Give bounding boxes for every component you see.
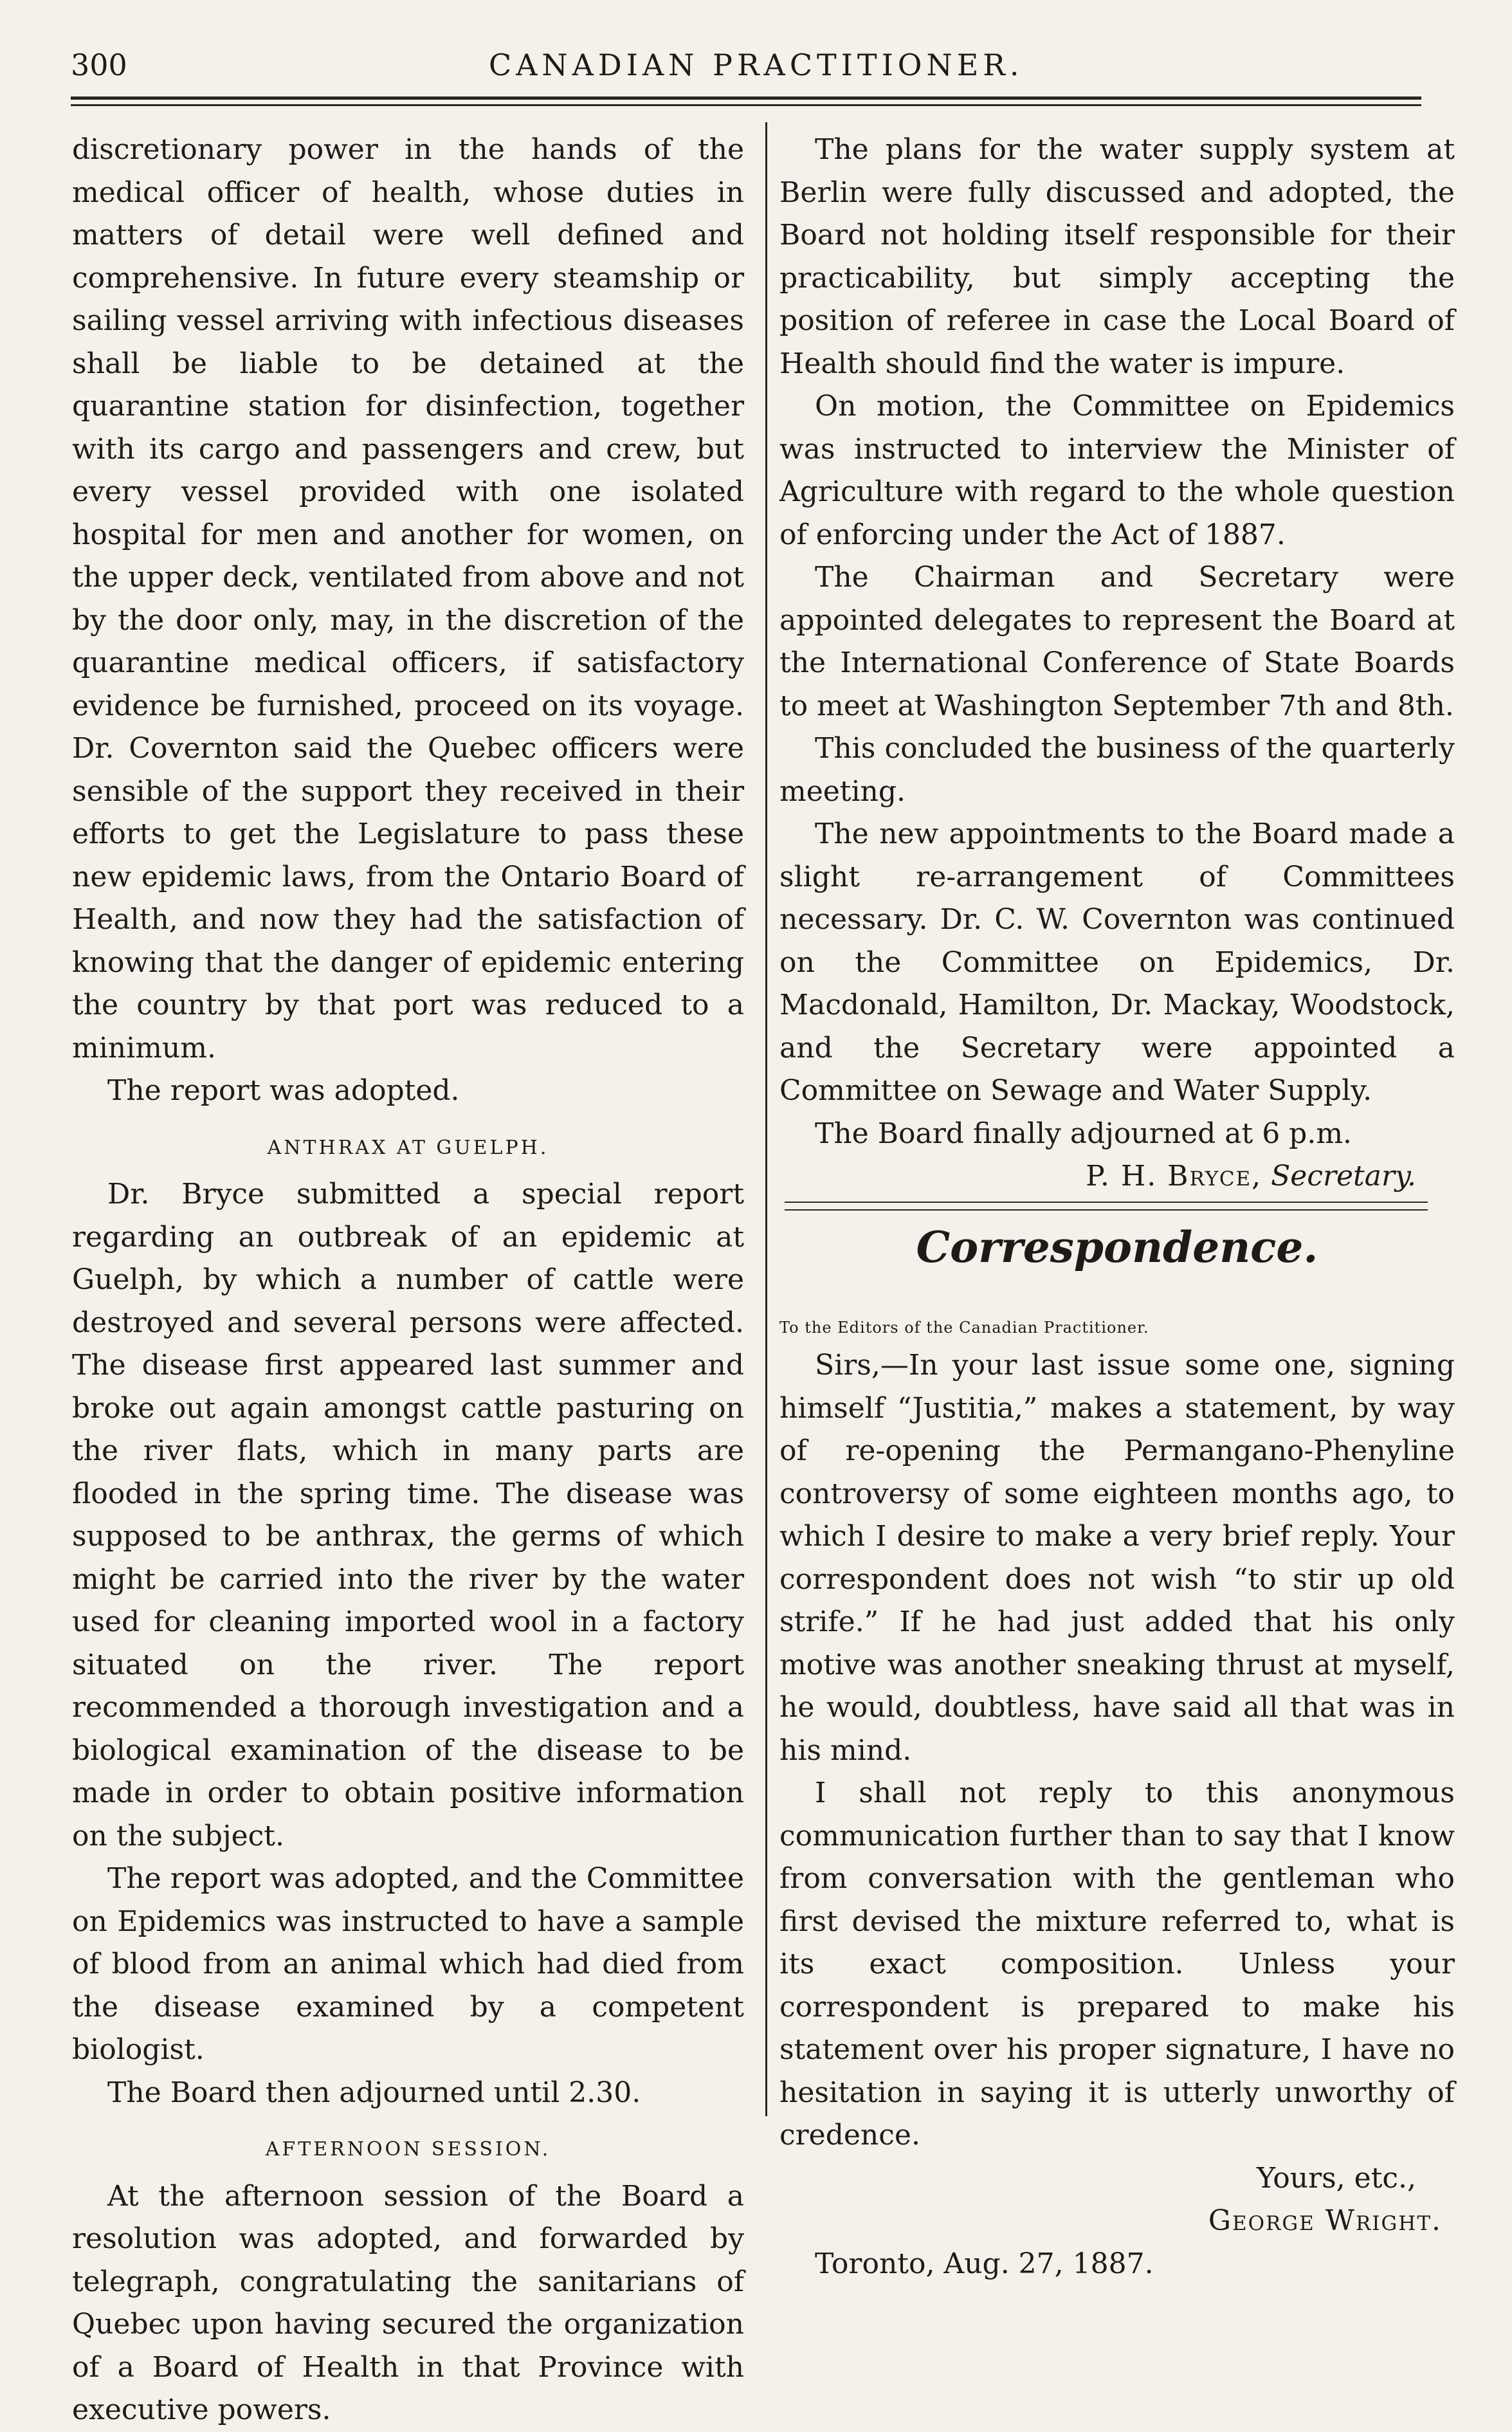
paragraph: The Board finally adjourned at 6 p.m. (815, 1117, 1353, 1150)
page-number: 300 (71, 48, 127, 82)
running-title: CANADIAN PRACTITIONER. (489, 48, 1024, 82)
paragraph: At the afternoon session of the Board a resolution was adopted, and forwarded by telegraph, congratulating the sanitarians of Quebec upon having secured the organization of a Board of Health in that Province with executive powers. (72, 2179, 744, 2426)
section-heading-anthrax: ANTHRAX AT GUELPH. (267, 1136, 549, 1159)
paragraph: The new appointments to the Board made a slight re-arrangement of Committees necessary. Dr. C. W. Covernton was continued on the Committee on Epidemics, Dr. Macdonald, Hamilton, Dr. Mackay, Woodstock, and the Secretary were appointed a Committee on Sewage and Water Supply. (779, 818, 1455, 1107)
paragraph: The plans for the water supply system at Berlin were fully discussed and adopted, the Board not holding itself responsible for their practicability, but simply accepting the position of referee in case the Local Board of Health should find the water is impure. (779, 133, 1455, 380)
signature-name: P. H. Bryce, (1086, 1160, 1262, 1193)
correspondence-heading: Correspondence. (916, 1222, 1318, 1272)
paragraph: The Board then adjourned until 2.30. (107, 2076, 641, 2109)
header-rule (71, 96, 1421, 100)
secretary-signature (779, 1155, 1455, 1198)
left-column (72, 129, 744, 2432)
paragraph: Sirs,—In your last issue some one, signing himself “Justitia,” makes a statement, by way of re-opening the Permangano-Phenyline controversy of some eighteen months ago, to which I desire to make a very brief reply. Your correspondent does not wish “to stir up old strife.” If he had just added that his only motive was another sneaking thrust at myself, he would, doubtless, have said all that was in his mind. (779, 1349, 1455, 1767)
header-rule-thin (71, 104, 1421, 106)
section-rule-thin (785, 1209, 1428, 1211)
paragraph: The report was adopted. (107, 1074, 460, 1107)
correspondence-body (779, 1344, 1455, 2285)
paragraph: discretionary power in the hands of the medical officer of health, whose duties in matters of detail were well defined and comprehensive. In future every steamship or sailing vessel arriving with infectious diseases shall be liable to be detained at the quarantine station for disinfection, together with its cargo and passengers and crew, but every vessel provided with one isolated hospital for men and another for women, on the upper deck, ventilated from above and not by the door only, may, in the discretion of the quarantine medical officers, if satisfactory evidence be furnished, proceed on its voyage. Dr. Covernton said the Quebec officers were sensible of the support they received in their efforts to get the Legislature to pass these new epidemic laws, from the Ontario Board of Health, and now they had the satisfaction of knowing that the danger of epidemic entering the country by that port was reduced to a minimum. (72, 133, 744, 1065)
paragraph: The report was adopted, and the Committee on Epidemics was instructed to have a sample of blood from an animal which had died from the disease examined by a competent biologist. (72, 1862, 744, 2066)
dateline: Toronto, Aug. 27, 1887. (815, 2247, 1154, 2280)
paragraph: On motion, the Committee on Epidemics was instructed to interview the Minister of Agriculture with regard to the whole question of enforcing under the Act of 1887. (779, 390, 1455, 551)
page-header (71, 48, 1447, 93)
paragraph: The Chairman and Secretary were appointed delegates to represent the Board at the International Conference of State Boards to meet at Washington September 7th and 8th. (779, 561, 1455, 722)
column-divider (765, 122, 767, 2116)
paragraph: This concluded the business of the quarterly meeting. (779, 732, 1455, 808)
right-column (779, 129, 1455, 1198)
paragraph: Dr. Bryce submitted a special report regarding an outbreak of an epidemic at Guelph, by which a number of cattle were destroyed and several persons were affected. The disease first appeared last summer and broke out again amongst cattle pasturing on the river flats, which in many parts are flooded in the spring time. The disease was supposed to be anthrax, the germs of which might be carried into the river by the water used for cleaning imported wool in a factory situated on the river. The report recommended a thorough investigation and a biological examination of the disease to be made in order to obtain positive information on the subject. (72, 1178, 744, 1852)
signature-title: Secretary. (1271, 1160, 1416, 1193)
signer: George Wright. (1208, 2204, 1442, 2237)
editors-line: To the Editors of the Canadian Practitioner. (779, 1319, 1149, 1337)
paragraph: I shall not reply to this anonymous communication further than to say that I know from conversation with the gentleman who first devised the mixture referred to, what is its exact composition. Unless your correspondent is prepared to make his statement over his proper signature, I have no hesitation in saying it is utterly unworthy of credence. (779, 1777, 1455, 2152)
closing: Yours, etc., (1257, 2161, 1416, 2195)
section-rule (785, 1202, 1428, 1203)
section-heading-afternoon: AFTERNOON SESSION. (265, 2138, 551, 2161)
